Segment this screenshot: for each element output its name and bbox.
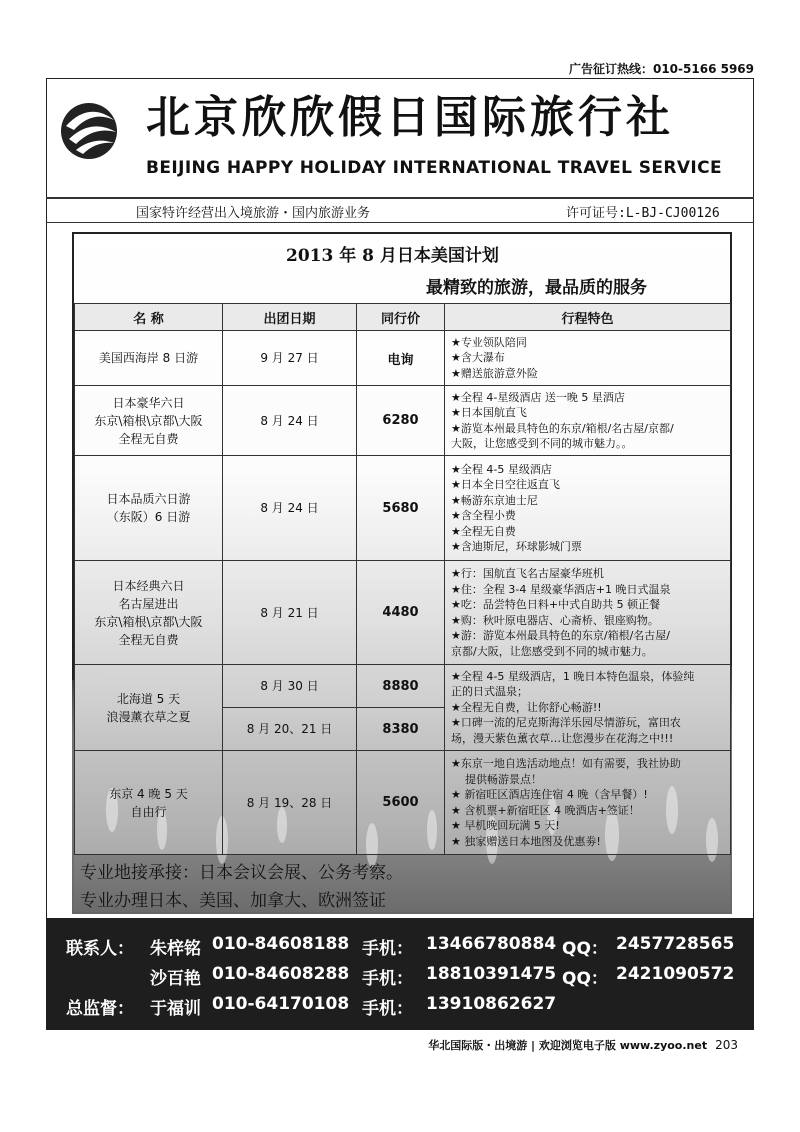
trip-name-line: 北海道 5 天 <box>116 691 181 706</box>
trip-price: 5680 <box>357 456 445 561</box>
feature-line: ★日本国航直飞 <box>451 406 527 419</box>
business-scope: 国家特许经营出入境旅游・国内旅游业务 <box>136 206 371 221</box>
contact-qq: 2421090572 <box>616 964 735 984</box>
service-line: 专业地接承接：日本会议会展、公务考察。 <box>80 863 403 883</box>
contact-tel: 010-84608288 <box>212 964 350 984</box>
feature-line: ★ 含机票+新宿旺区 4 晚酒店+签证！ <box>451 803 640 817</box>
table-row <box>75 561 731 665</box>
contact-label: 联系人： <box>66 939 134 959</box>
trip-price: 8380 <box>357 708 445 751</box>
contact-qq: 2457728565 <box>616 934 735 954</box>
feature-line: ★游：游览本州最具特色的东京/箱根/名古屋/ <box>451 629 670 642</box>
trip-name <box>75 665 223 751</box>
contact-name: 于福训 <box>150 999 201 1019</box>
trip-name-line: 浪漫薰衣草之夏 <box>106 709 191 724</box>
column-header-features: 行程特色 <box>445 304 731 331</box>
trip-name-line: 日本品质六日游 <box>106 492 191 506</box>
feature-line: ★含全程小费 <box>451 509 516 522</box>
mobile-label: 手机： <box>362 969 413 989</box>
trip-date: 8 月 20、21 日 <box>223 708 357 751</box>
feature-line: ★住：全程 3-4 星级豪华酒店+1 晚日式温泉 <box>451 582 671 596</box>
trip-name <box>75 456 223 561</box>
feature-line: ★吃：品尝特色日料+中式自助共 5 顿正餐 <box>451 598 661 611</box>
table-row <box>75 751 731 855</box>
column-header-name: 名 称 <box>75 304 223 331</box>
trip-table <box>74 303 731 855</box>
table-row <box>75 386 731 456</box>
trip-name-line: 东京 4 晚 5 天 <box>109 786 188 801</box>
trip-price: 电询 <box>357 331 445 386</box>
contact-name: 朱梓铭 <box>150 939 201 959</box>
trip-price: 8880 <box>357 665 445 708</box>
feature-line: 提供畅游景点！ <box>465 772 542 786</box>
feature-line: ★ 早机晚回玩满 5 天! <box>451 819 560 832</box>
plan-slogan: 最精致的旅游，最品质的服务 <box>426 278 647 298</box>
feature-line: 场，漫天紫色薰衣草…让您漫步在花海之中!!! <box>451 731 674 745</box>
feature-line: ★购：秋叶原电器店、心斋桥、银座购物。 <box>451 613 659 627</box>
feature-line: ★行：国航直飞名古屋豪华班机 <box>451 567 604 580</box>
qq-label: QQ： <box>562 969 608 989</box>
service-line: 专业办理日本、美国、加拿大、欧洲签证 <box>80 891 386 911</box>
trip-name <box>75 386 223 456</box>
trip-features <box>445 386 731 456</box>
contact-tel: 010-64170108 <box>212 994 350 1014</box>
column-header-date: 出团日期 <box>223 304 357 331</box>
table-header-row <box>75 304 731 331</box>
feature-line: ★含迪斯尼，环球影城门票 <box>451 540 582 553</box>
ad-hotline: 广告征订热线：010-5166 5969 <box>568 62 754 76</box>
divider <box>46 222 754 223</box>
feature-line: ★ 新宿旺区酒店连住宿 4 晚（含早餐）! <box>451 788 648 801</box>
feature-line: ★口碑一流的尼克斯海洋乐园尽情游玩，富田农 <box>451 716 681 730</box>
trip-name-line: 名古屋进出 <box>118 596 179 611</box>
feature-line: ★专业领队陪同 <box>451 335 527 349</box>
feature-line: ★全程 4-5 星级酒店 <box>451 462 552 476</box>
trip-date: 8 月 24 日 <box>223 386 357 456</box>
trip-name-line: 美国西海岸 8 日游 <box>98 351 199 365</box>
company-name-en: BEIJING HAPPY HOLIDAY INTERNATIONAL TRAVEL SERVICE <box>146 158 723 178</box>
trip-name <box>75 331 223 386</box>
trip-name <box>75 751 223 855</box>
trip-name-line: 东京\箱根\京都\大阪 <box>94 614 203 629</box>
contact-tel: 010-84608188 <box>212 934 350 954</box>
feature-line: ★畅游东京迪士尼 <box>451 493 538 507</box>
contact-mobile: 13466780884 <box>426 934 557 954</box>
trip-name-line: 自由行 <box>130 804 167 819</box>
trip-features <box>445 665 731 751</box>
trip-name-line: 东京\箱根\京都\大阪 <box>94 413 203 428</box>
trip-features <box>445 751 731 855</box>
trip-features <box>445 456 731 561</box>
trip-price: 6280 <box>357 386 445 456</box>
mobile-label: 手机： <box>362 999 413 1019</box>
trip-name-line: （东阪）6 日游 <box>106 510 191 524</box>
license-number: 许可证号:L-BJ-CJ00126 <box>566 206 720 221</box>
feature-line: 京都/大阪，让您感受到不同的城市魅力。 <box>451 644 653 658</box>
feature-line: ★全程无自费 <box>451 524 516 538</box>
trip-date: 8 月 21 日 <box>223 561 357 665</box>
qq-label: QQ： <box>562 939 608 959</box>
contact-block <box>46 918 754 1030</box>
table-row <box>75 331 731 386</box>
page-number: 203 <box>715 1038 738 1052</box>
column-header-price: 同行价 <box>357 304 445 331</box>
feature-line: ★东京一地自选活动地点！如有需要，我社协助 <box>451 757 681 770</box>
feature-line: ★全程 4-星级酒店 送一晚 5 星酒店 <box>451 390 625 404</box>
contact-mobile: 18810391475 <box>426 964 557 984</box>
table-row <box>75 456 731 561</box>
feature-line: ★日本全日空往返直飞 <box>451 478 560 491</box>
trip-date: 8 月 24 日 <box>223 456 357 561</box>
trip-name-line: 日本经典六日 <box>112 578 185 593</box>
feature-line: 大阪，让您感受到不同的城市魅力。。 <box>451 437 633 450</box>
trip-name-line: 全程无自费 <box>118 632 179 647</box>
mobile-label: 手机： <box>362 939 413 959</box>
trip-date: 9 月 27 日 <box>223 331 357 386</box>
feature-line: ★赠送旅游意外险 <box>451 366 538 380</box>
trip-features <box>445 561 731 665</box>
footer-text: 华北国际版・出境游 | 欢迎浏览电子版 www.zyoo.net <box>428 1039 708 1052</box>
feature-line: ★游览本州最具特色的东京/箱根/名古屋/京都/ <box>451 421 674 435</box>
trip-price: 4480 <box>357 561 445 665</box>
trip-date: 8 月 30 日 <box>223 665 357 708</box>
trip-name-line: 全程无自费 <box>118 431 179 446</box>
divider <box>46 197 754 199</box>
trip-date: 8 月 19、28 日 <box>223 751 357 855</box>
trip-name-line: 日本豪华六日 <box>112 395 185 410</box>
company-logo <box>56 96 122 162</box>
supervisor-label: 总监督： <box>66 999 134 1019</box>
feature-line: 正的日式温泉； <box>451 685 528 699</box>
feature-line: ★全程无自费，让你舒心畅游!! <box>451 700 602 714</box>
table-row <box>75 665 731 708</box>
feature-line: ★含大瀑布 <box>451 351 505 365</box>
contact-name: 沙百艳 <box>150 969 201 989</box>
trip-features <box>445 331 731 386</box>
feature-line: ★全程 4-5 星级酒店，1 晚日本特色温泉，体验纯 <box>451 669 695 683</box>
company-name-cn: 北京欣欣假日国际旅行社 <box>146 92 674 143</box>
trip-price: 5600 <box>357 751 445 855</box>
feature-line: ★ 独家赠送日本地图及优惠劵! <box>451 834 601 848</box>
page-footer <box>428 1037 738 1053</box>
plan-title: 2013 年 8 月日本美国计划 <box>286 246 499 266</box>
contact-mobile: 13910862627 <box>426 994 557 1014</box>
trip-name <box>75 561 223 665</box>
